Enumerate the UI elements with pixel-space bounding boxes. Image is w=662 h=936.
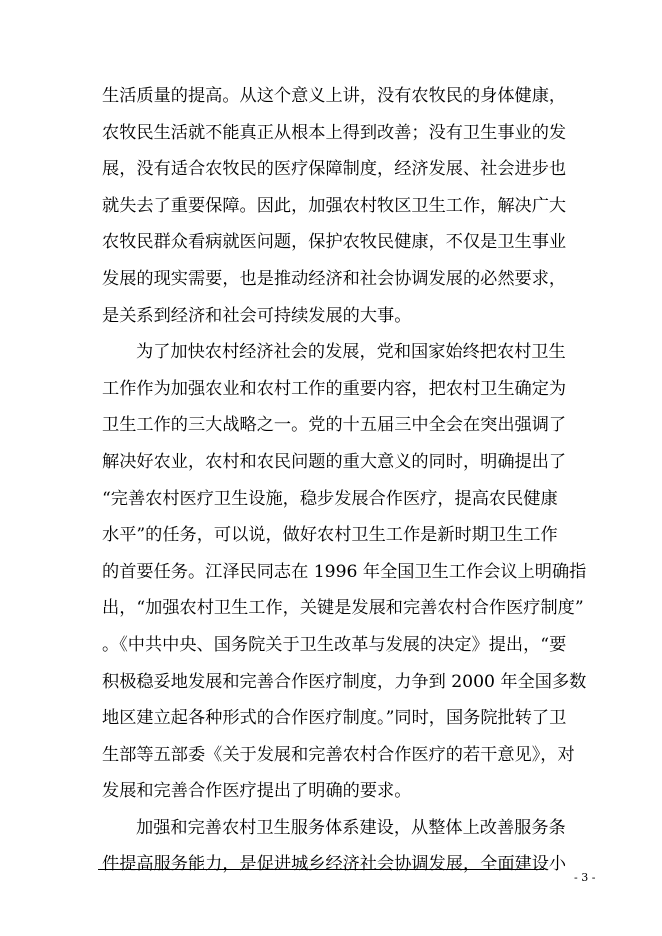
paragraph-3-line-2: 件提高服务能力，是促进城乡经济社会协调发展，全面建设小 xyxy=(102,854,567,875)
paragraph-2-line-2: 工作作为加强农业和农村工作的重要内容，把农村卫生确定为 xyxy=(102,378,567,399)
paragraph-2-line-11: 地区建立起各种形式的合作医疗制度。”同时，国务院批转了卫 xyxy=(102,708,567,729)
paragraph-1-line-6: 发展的现实需要，也是推动经济和社会协调发展的必然要求， xyxy=(102,268,567,289)
paragraph-2-line-4: 解决好农业，农村和农民问题的重大意义的同时，明确提出了 xyxy=(102,451,567,472)
footer-divider xyxy=(98,869,544,870)
paragraph-3-line-1: 加强和完善农村卫生服务体系建设，从整体上改善服务条 xyxy=(136,817,566,838)
body-text xyxy=(102,78,587,883)
paragraph-2-line-5: “完善农村医疗卫生设施，稳步发展合作医疗，提高农民健康 xyxy=(102,488,558,509)
paragraph-2-line-13: 发展和完善合作医疗提出了明确的要求。 xyxy=(102,781,412,802)
paragraph-2-line-9: 。《中共中央、国务院关于卫生改革与发展的决定》提出，“要 xyxy=(102,634,567,655)
paragraph-1-line-5: 农牧民群众看病就医问题，保护农牧民健康，不仅是卫生事业 xyxy=(102,232,567,253)
paragraph-1-line-4: 就失去了重要保障。因此，加强农村牧区卫生工作，解决广大 xyxy=(102,195,567,216)
paragraph-2-line-10: 积极稳妥地发展和完善合作医疗制度，力争到 2000 年全国多数 xyxy=(102,671,587,692)
paragraph-2-line-7: 的首要任务。江泽民同志在 1996 年全国卫生工作会议上明确指 xyxy=(102,561,587,582)
paragraph-2-line-12: 生部等五部委《关于发展和完善农村合作医疗的若干意见》，对 xyxy=(102,744,575,765)
paragraph-2-line-1: 为了加快农村经济社会的发展，党和国家始终把农村卫生 xyxy=(136,342,566,363)
paragraph-1-line-2: 农牧民生活就不能真正从根本上得到改善；没有卫生事业的发 xyxy=(102,122,567,143)
paragraph-1-line-1: 生活质量的提高。从这个意义上讲，没有农牧民的身体健康， xyxy=(102,86,567,106)
page-number: - 3 - xyxy=(574,871,596,884)
paragraph-2-line-6: 水平”的任务，可以说，做好农村卫生工作是新时期卫生工作 xyxy=(102,525,558,546)
paragraph-1-line-3: 展，没有适合农牧民的医疗保障制度，经济发展、社会进步也 xyxy=(102,159,567,180)
paragraph-2-line-8: 出，“加强农村卫生工作，关键是发展和完善农村合作医疗制度” xyxy=(102,598,584,619)
paragraph-1-line-7: 是关系到经济和社会可持续发展的大事。 xyxy=(102,305,412,326)
paragraph-2-line-3: 卫生工作的三大战略之一。党的十五届三中全会在突出强调了 xyxy=(102,415,567,436)
